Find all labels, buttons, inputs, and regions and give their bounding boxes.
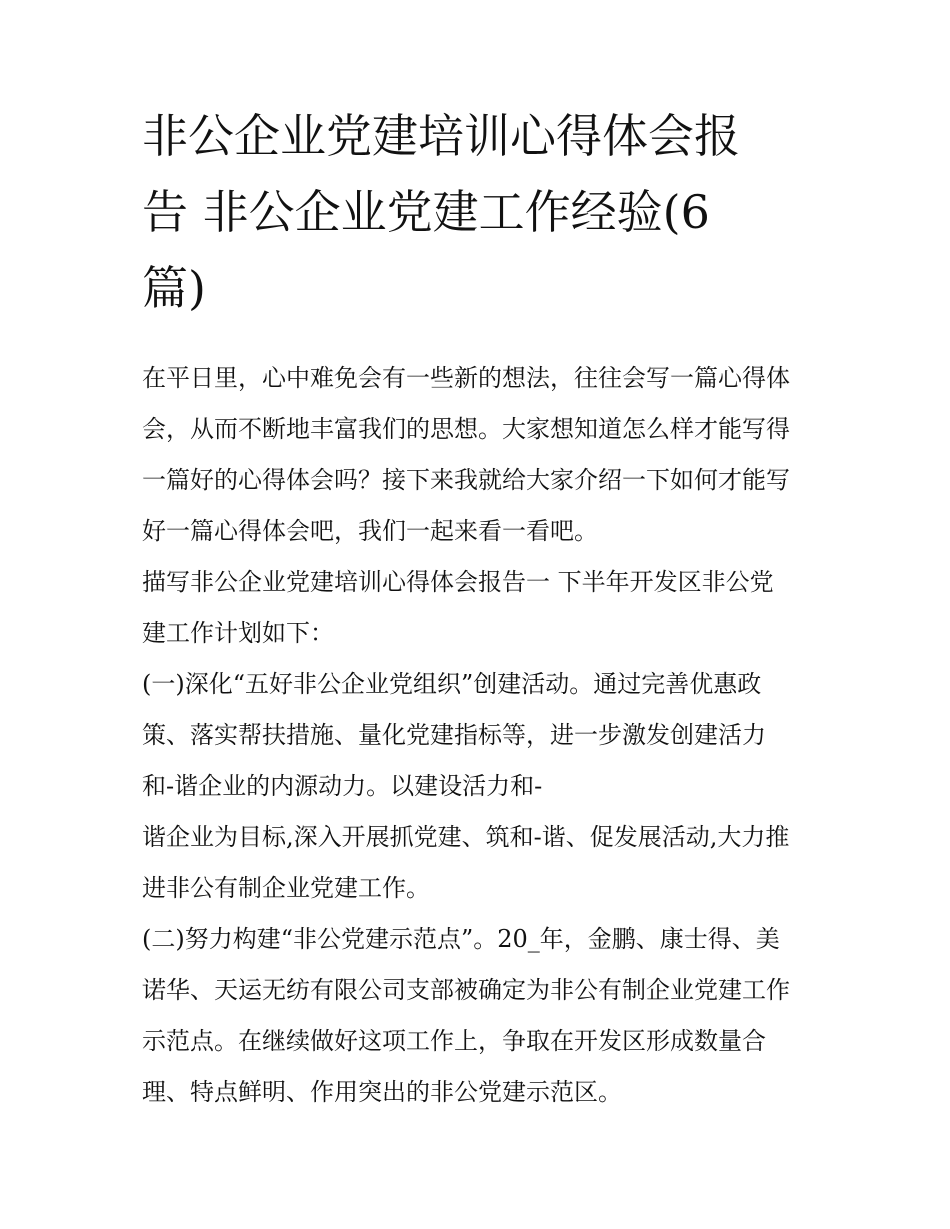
body-line-3: 一篇好的心得体会吗？接下来我就给大家介绍一下如何才能写 [142, 466, 790, 494]
body-line-7: (一)深化“五好非公企业党组织”创建活动。通过完善优惠政 [142, 670, 762, 698]
body-line-13: 诺华、天运无纺有限公司支部被确定为非公有制企业党建工作 [142, 976, 790, 1004]
body-line-2: 会，从而不断地丰富我们的思想。大家想知道怎么样才能写得 [142, 415, 790, 443]
body-line-8: 策、落实帮扶措施、量化党建指标等，进一步激发创建活力 [142, 721, 766, 749]
body-line-9: 和-谐企业的内源动力。以建设活力和- [142, 772, 543, 800]
body-line-15: 理、特点鲜明、作用突出的非公党建示范区。 [142, 1078, 622, 1106]
title-line-1: 非公企业党建培训心得体会报 [142, 109, 740, 163]
title-line-2: 告 非公企业党建工作经验(6 [142, 185, 710, 239]
body-line-5: 描写非公企业党建培训心得体会报告一 下半年开发区非公党 [142, 568, 774, 596]
body-line-4: 好一篇心得体会吧，我们一起来看一看吧。 [142, 517, 598, 545]
body-line-10: 谐企业为目标,深入开展抓党建、筑和-谐、促发展活动,大力推 [142, 823, 790, 851]
body-line-6: 建工作计划如下： [142, 619, 334, 647]
body-line-11: 进非公有制企业党建工作。 [142, 874, 430, 902]
body-line-14: 示范点。在继续做好这项工作上，争取在开发区形成数量合 [142, 1027, 766, 1055]
body-line-12: (二)努力构建“非公党建示范点”。20_年，金鹏、康士得、美 [142, 925, 780, 953]
title-line-3: 篇) [142, 261, 206, 315]
document-page [142, 109, 822, 315]
body-line-1: 在平日里，心中难免会有一些新的想法，往往会写一篇心得体 [142, 364, 790, 392]
